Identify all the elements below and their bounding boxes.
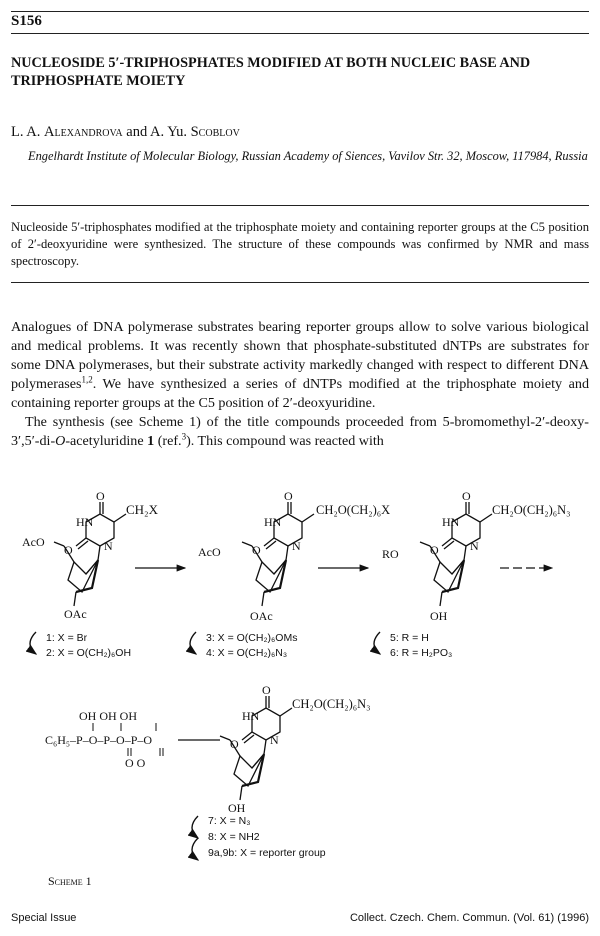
abstract: Nucleoside 5′-triphosphates modified at the triphosphate moiety and containing reporter groups at the C5 position of 2′-deoxyuridine were synthesized. The structure of these compounds was confirmed by NMR and mass spectroscopy.: [11, 220, 589, 268]
labels-1-2: [30, 632, 131, 659]
svg-text:4: X = O(CH₂)₆N₃: 4: X = O(CH₂)₆N₃: [206, 647, 288, 659]
labels-7-9: [192, 815, 326, 860]
footer-right: Collect. Czech. Chem. Commun. (Vol. 61) (1996): [349, 912, 589, 924]
svg-text:AcO: AcO: [198, 545, 221, 559]
svg-text:5: R = H: 5: R = H: [390, 632, 429, 644]
paragraph-2: The synthesis (see Scheme 1) of the title compounds proceeded from 5-bromomethyl-2′-deoxy-3′,5′-di-O-acetyluridine 1 (ref.$^3$). This compound was reacted with: [11, 414, 589, 449]
structure-3-4: [198, 489, 390, 623]
abstract-bottom-rule: [11, 282, 589, 283]
scheme-1-figure: [0, 486, 600, 906]
authors: [11, 124, 240, 141]
svg-text:OH: OH: [228, 801, 246, 815]
svg-text:RO: RO: [382, 547, 399, 561]
author-1-name: Alexandrova: [44, 124, 123, 140]
author-2-initials: A. Yu.: [150, 124, 191, 140]
author-conj: and: [122, 124, 151, 140]
svg-text:C₆H₅–P–O–P–O–P–O: C₆H₅–P–O–P–O–P–O: [45, 733, 153, 747]
structure-1: [22, 489, 159, 621]
svg-text:7: X = N₃: 7: X = N₃: [208, 815, 251, 827]
footer-left: Special Issue: [11, 912, 77, 924]
svg-text:CH₂O(CH₂)₆N₃: CH₂O(CH₂)₆N₃: [292, 697, 371, 711]
svg-text:9a,9b: X = reporter group: 9a,9b: X = reporter group: [208, 847, 326, 859]
svg-text:8: X = NH2: 8: X = NH2: [208, 831, 260, 843]
svg-text:O: O: [262, 683, 271, 697]
svg-text:CH₂O(CH₂)₆X: CH₂O(CH₂)₆X: [316, 503, 391, 517]
svg-text:OH OH OH: OH OH OH: [79, 709, 137, 723]
scheme-caption: Scheme 1: [48, 874, 92, 888]
svg-text:HN: HN: [242, 709, 260, 723]
svg-text:N: N: [270, 733, 279, 747]
author-2-name: Scoblov: [190, 124, 240, 140]
svg-text:O: O: [230, 737, 239, 751]
header-rule: [11, 33, 589, 34]
paragraph-1: Analogues of DNA polymerase substrates bearing reporter groups allow to solve various biological and medical problems. It was recently shown that phosphate-substituted dNTPs are substrates for some DNA polymerases, but their substrate activity markedly changed with respect to different DNA polymerases$^{1,2}$. We have synthesized a series of dNTPs modified at the triphosphate moiety and containing reporter groups at the C5 position of 2′-deoxyuridine.: [11, 319, 589, 411]
author-1-initials: L. A.: [11, 124, 45, 140]
page-code: S156: [11, 13, 42, 29]
svg-text:N: N: [470, 539, 479, 553]
svg-text:O: O: [252, 543, 261, 557]
svg-text:AcO: AcO: [22, 535, 45, 549]
svg-text:CH₂X: CH₂X: [126, 502, 158, 517]
structure-5-6: [382, 489, 571, 623]
body-text: [11, 318, 589, 451]
svg-text:OAc: OAc: [250, 609, 273, 623]
svg-text:N: N: [104, 539, 113, 553]
svg-text:HN: HN: [264, 515, 282, 529]
svg-text:O: O: [462, 489, 471, 503]
abstract-top-rule: [11, 205, 589, 206]
labels-3-4: [190, 632, 297, 659]
structure-7-9: [220, 683, 371, 815]
svg-text:3: X = O(CH₂)₆OMs: 3: X = O(CH₂)₆OMs: [206, 632, 298, 644]
triphosphate-chain: [45, 709, 220, 770]
svg-text:OAc: OAc: [64, 607, 87, 621]
svg-text:O: O: [430, 543, 439, 557]
article-title: NUCLEOSIDE 5′-TRIPHOSPHATES MODIFIED AT BOTH NUCLEIC BASE AND TRIPHOSPHATE MOIETY: [11, 55, 531, 89]
svg-text:O: O: [64, 543, 73, 557]
labels-5-6: [374, 632, 452, 659]
svg-text:O: O: [284, 489, 293, 503]
svg-text:O O: O O: [125, 756, 146, 770]
svg-text:6: R = H₂PO₃: 6: R = H₂PO₃: [390, 647, 453, 659]
top-rule: [11, 11, 589, 12]
svg-text:OH: OH: [430, 609, 448, 623]
affiliation: Engelhardt Institute of Molecular Biology, Russian Academy of Siences, Vavilov Str. 32, Moscow, 117984, Russia: [28, 149, 588, 163]
svg-text:1: X = Br: 1: X = Br: [46, 632, 88, 644]
svg-text:2: X = O(CH₂)₆OH: 2: X = O(CH₂)₆OH: [46, 647, 132, 659]
svg-text:N: N: [292, 539, 301, 553]
svg-text:CH₂O(CH₂)₆N₃: CH₂O(CH₂)₆N₃: [492, 503, 571, 517]
svg-text:O: O: [96, 489, 105, 503]
svg-text:HN: HN: [76, 515, 94, 529]
svg-text:HN: HN: [442, 515, 460, 529]
